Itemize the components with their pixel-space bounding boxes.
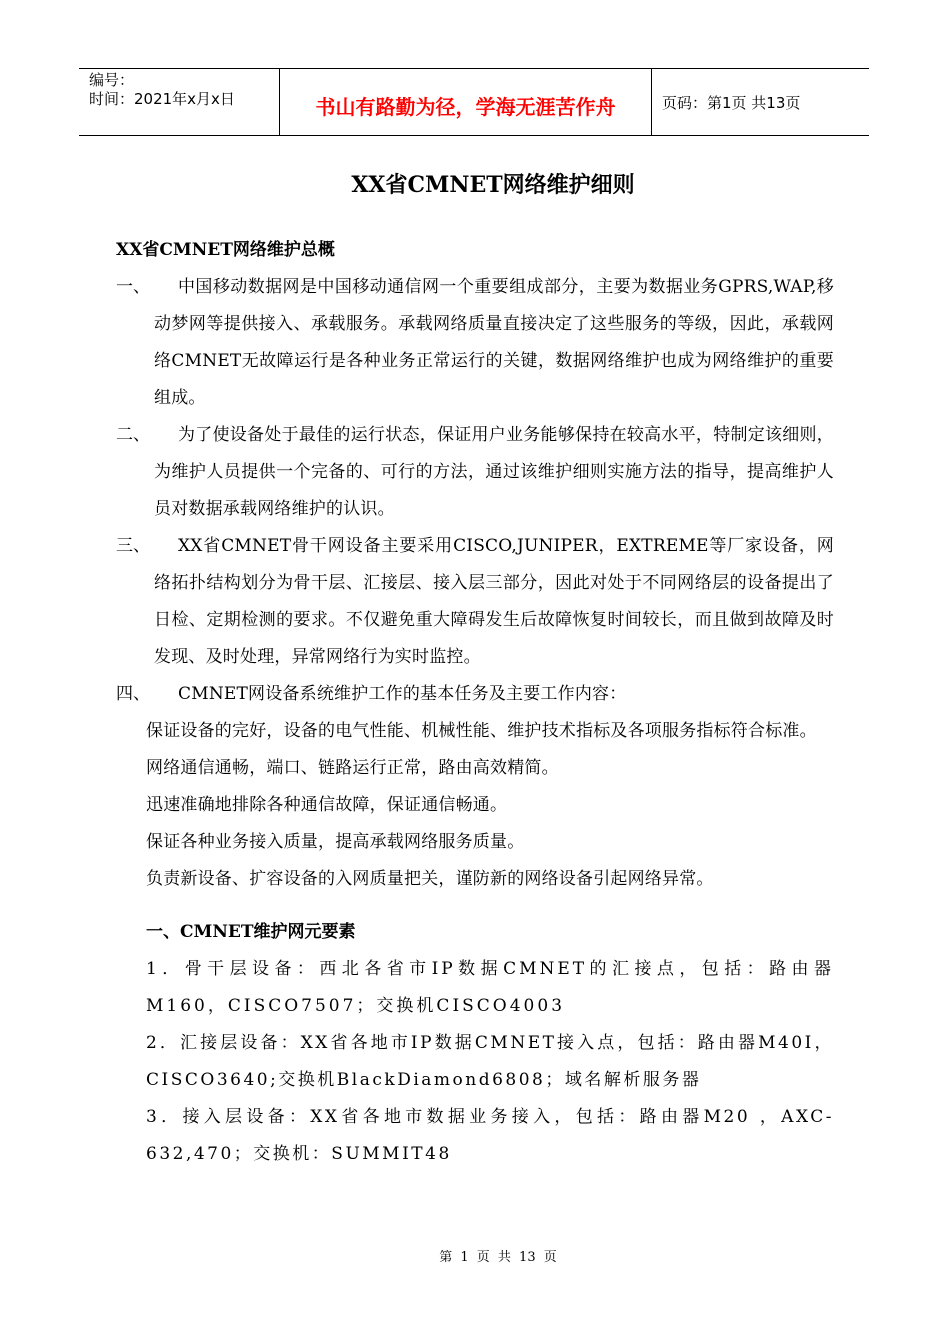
element-item: 1．骨干层设备：西北各省市IP数据CMNET的汇接点，包括：路由器M160，CISCO7507；交换机CISCO4003 xyxy=(146,959,834,1016)
task-item: 保证各种业务接入质量，提高承载网络服务质量。 xyxy=(146,832,525,852)
document-body xyxy=(116,232,834,1173)
task-item: 迅速准确地排除各种通信故障，保证通信畅通。 xyxy=(146,795,508,815)
page-footer: 第 1 页 共 13 页 xyxy=(439,1250,557,1265)
item-text: 中国移动数据网是中国移动通信网一个重要组成部分，主要为数据业务GPRS,WAP,移动梦网等提供接入、承载服务。承载网络质量直接决定了这些服务的等级，因此，承载网络CMNET无故障运行是各种业务正常运行的关键，数据网络维护也成为网络维护的重要组成。 xyxy=(154,277,834,408)
section1-heading: 一、CMNET维护网元要素 xyxy=(146,922,356,942)
item-number: 二、 xyxy=(116,425,150,445)
item-text: 为了使设备处于最佳的运行状态，保证用户业务能够保持在较高水平，特制定该细则，为维护人员提供一个完备的、可行的方法，通过该维护细则实施方法的指导，提高维护人员对数据承载网络维护的认识。 xyxy=(154,425,834,519)
header-motto: 书山有路勤为径，学海无涯苦作舟 xyxy=(280,69,652,135)
item-number: 一、 xyxy=(116,277,150,297)
item-number: 三、 xyxy=(116,536,150,556)
overview-heading: XX省CMNET网络维护总概 xyxy=(116,240,335,260)
overview-item xyxy=(116,417,834,528)
header-number-label: 编号： xyxy=(89,71,135,89)
page-header xyxy=(79,68,869,136)
element-item: 3．接入层设备：XX省各地市数据业务接入，包括：路由器M20 ，AXC-632,470；交换机：SUMMIT48 xyxy=(146,1107,834,1164)
document-title: XX省CMNET网络维护细则 xyxy=(351,172,635,198)
section-network-elements xyxy=(116,914,834,1173)
header-time-label: 时间：2021年x月x日 xyxy=(89,90,235,108)
task-item: 负责新设备、扩容设备的入网质量把关，谨防新的网络设备引起网络异常。 xyxy=(146,869,714,889)
overview-item xyxy=(116,676,834,713)
item-text: CMNET网设备系统维护工作的基本任务及主要工作内容： xyxy=(178,684,627,704)
section-gap xyxy=(116,898,834,914)
item-text: XX省CMNET骨干网设备主要采用CISCO,JUNIPER，EXTREME等厂家设备，网络拓扑结构划分为骨干层、汇接层、接入层三部分，因此对处于不同网络层的设备提出了日检、定期检测的要求。不仅避免重大障碍发生后故障恢复时间较长，而且做到故障及时发现、及时处理，异常网络行为实时监控。 xyxy=(154,536,834,667)
header-page-info: 页码：第1页 共13页 xyxy=(662,93,801,112)
overview-item xyxy=(116,528,834,676)
task-item: 网络通信通畅，端口、链路运行正常，路由高效精简。 xyxy=(146,758,559,778)
task-item: 保证设备的完好，设备的电气性能、机械性能、维护技术指标及各项服务指标符合标准。 xyxy=(146,721,817,741)
header-meta xyxy=(79,69,280,135)
overview-item xyxy=(116,269,834,417)
item-number: 四、 xyxy=(116,684,150,704)
element-item: 2．汇接层设备：XX省各地市IP数据CMNET接入点，包括：路由器M40I，CISCO3640;交换机BlackDiamond6808；域名解析服务器 xyxy=(146,1033,834,1090)
